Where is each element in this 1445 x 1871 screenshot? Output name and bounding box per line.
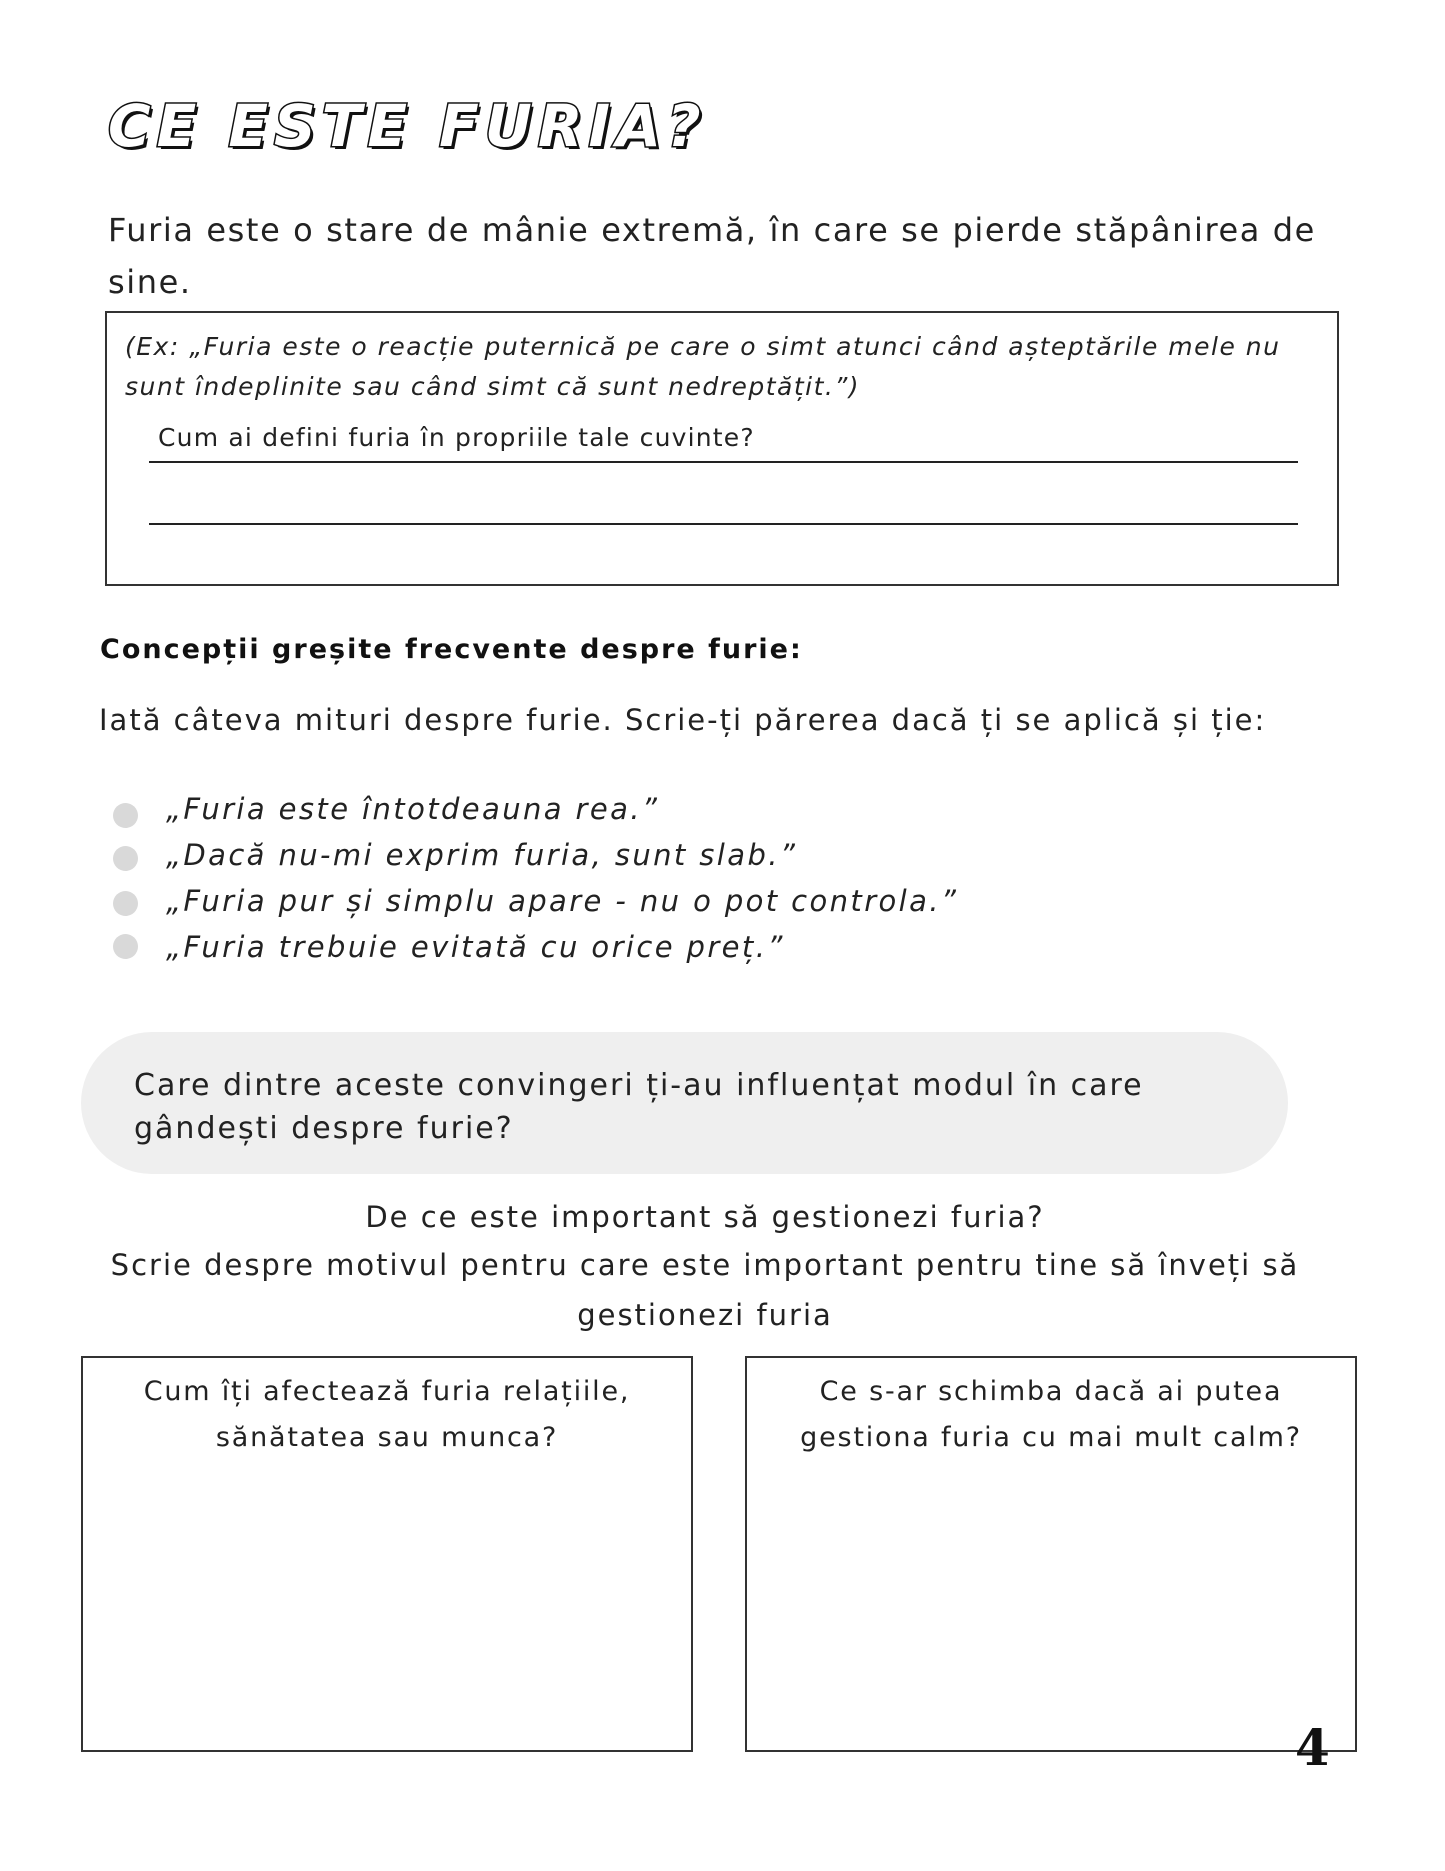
bullet-icon [113, 846, 138, 871]
page-title: CE ESTE FURIA? [108, 92, 707, 160]
prompt-line: sănătatea sau munca? [215, 1422, 559, 1453]
intro-text: Furia este o stare de mânie extremă, în care se pierde stăpânirea de sine. [108, 211, 1316, 301]
importance-line-1: Scrie despre motivul pentru care este important pentru tine să înveți să [110, 1248, 1300, 1282]
page-number: 4 [1295, 1718, 1330, 1777]
definition-question: Cum ai defini furia în propriile tale cuvinte? [158, 423, 755, 452]
prompt-line: Cum îți afectează furia relațiile, [143, 1376, 631, 1407]
bullet-icon [113, 891, 138, 916]
answer-line-2[interactable] [149, 523, 1298, 525]
answer-line-1[interactable] [149, 461, 1298, 463]
myth-item: „Furia este întotdeauna rea.” [166, 792, 660, 826]
answer-box-right-prompt [745, 1369, 1357, 1461]
myth-item: „Dacă nu-mi exprim furia, sunt slab.” [166, 838, 798, 872]
myth-item: „Furia trebuie evitată cu orice preț.” [166, 930, 785, 964]
prompt-line: gestiona furia cu mai mult calm? [800, 1422, 1302, 1453]
myth-item: „Furia pur și simplu apare - nu o pot controla.” [166, 884, 959, 918]
answer-box-left-prompt [81, 1369, 693, 1461]
bullet-icon [113, 803, 138, 828]
misconceptions-lead: Iată câteva mituri despre furie. Scrie-ți părerea dacă ți se aplică și ție: [99, 703, 1267, 737]
bullet-icon [113, 934, 138, 959]
prompt-line: Ce s-ar schimba dacă ai putea [819, 1376, 1283, 1407]
importance-heading: De ce este important să gestionezi furia? [365, 1200, 1045, 1234]
misconceptions-heading: Concepții greșite frecvente despre furie: [100, 634, 803, 665]
callout-text: Care dintre aceste convingeri ți-au influențat modul în care gândești despre furie? [134, 1068, 1144, 1146]
importance-line-2: gestionezi furia [577, 1298, 833, 1332]
example-text: (Ex: „Furia este o reacție puternică pe care o simt atunci când așteptările mele nu sunt îndeplinite sau când simt că sunt nedreptățit.”) [125, 332, 1281, 401]
